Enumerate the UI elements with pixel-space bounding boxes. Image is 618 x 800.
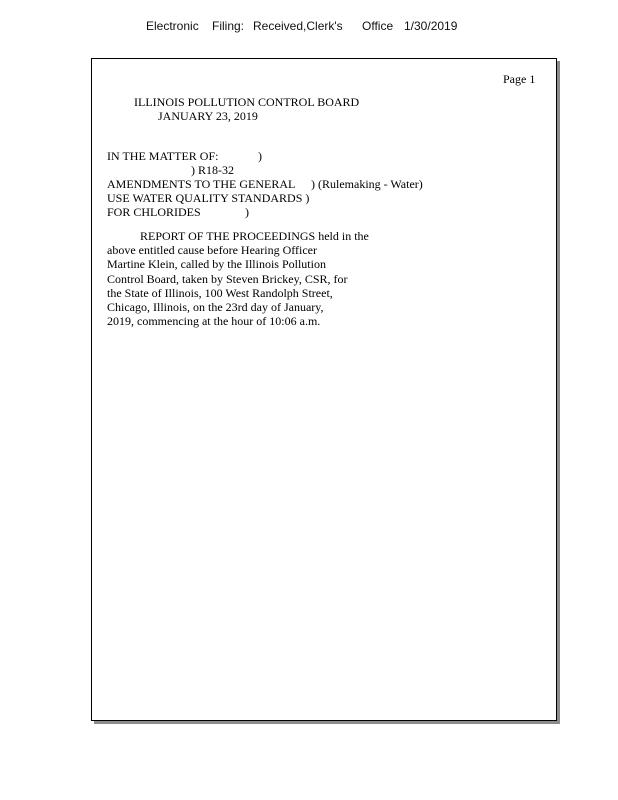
page-number: Page 1 <box>503 72 536 86</box>
stamp-received: Received,Clerk's <box>253 19 343 33</box>
caption-rulemaking: ) (Rulemaking - Water) <box>311 177 423 191</box>
stamp-filing: Filing: <box>212 19 245 33</box>
report-line: 2019, commencing at the hour of 10:06 a.m. <box>107 314 321 329</box>
report-line: REPORT OF THE PROCEEDINGS held in the <box>140 229 369 243</box>
report-line: Control Board, taken by Steven Brickey, CSR, for <box>107 271 348 286</box>
board-title: ILLINOIS POLLUTION CONTROL BOARD <box>134 95 360 109</box>
report-line: Martine Klein, called by the Illinois Pollution <box>107 257 326 272</box>
report-line: Chicago, Illinois, on the 23rd day of January, <box>107 300 324 315</box>
caption-amendments: AMENDMENTS TO THE GENERAL <box>107 177 296 191</box>
caption-in-the-matter: IN THE MATTER OF: <box>107 149 219 163</box>
caption-paren-5: ) <box>245 205 249 219</box>
caption-use-water: USE WATER QUALITY STANDARDS ) <box>107 191 310 205</box>
electronic-filing-stamp <box>0 19 618 37</box>
stamp-electronic: Electronic <box>146 19 199 33</box>
caption-chlorides: FOR CHLORIDES <box>107 205 201 219</box>
caption-paren-1: ) <box>258 149 262 163</box>
report-paragraph <box>107 229 397 328</box>
stamp-date: 1/30/2019 <box>404 19 458 33</box>
caption-docket-number: ) R18-32 <box>191 163 234 177</box>
hearing-date: JANUARY 23, 2019 <box>158 109 258 123</box>
stamp-office: Office <box>362 19 394 33</box>
report-line: above entitled cause before Hearing Officer <box>107 243 318 258</box>
report-line: the State of Illinois, 100 West Randolph Street, <box>107 285 333 300</box>
transcript-page <box>91 58 557 721</box>
